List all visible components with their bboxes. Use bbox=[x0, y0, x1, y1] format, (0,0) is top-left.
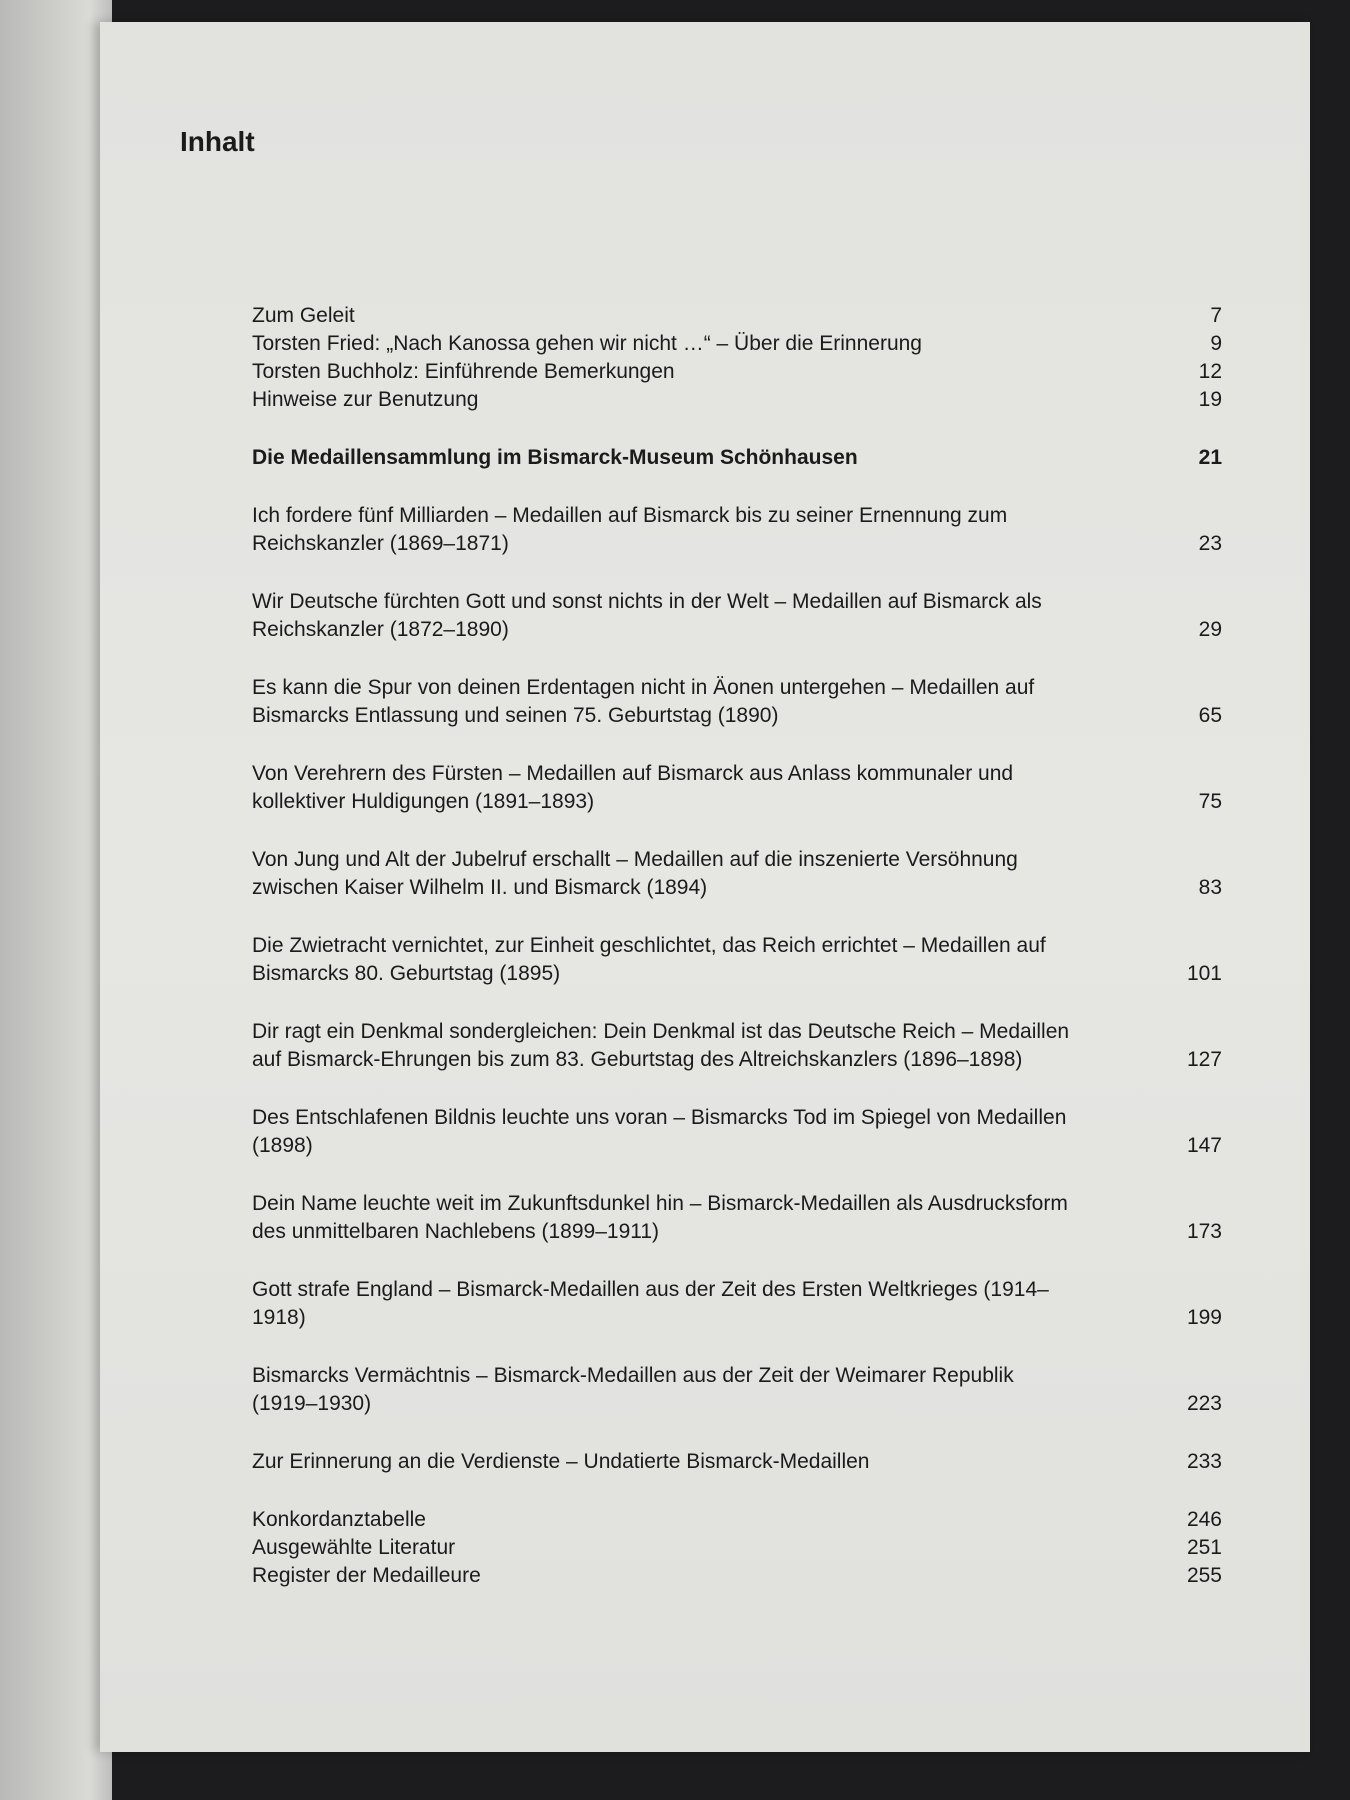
toc-entry-page: 75 bbox=[1198, 790, 1222, 813]
toc-entry-title: Ich fordere fünf Milliarden – Medaillen auf Bismarck bis zu seiner Ernennung zum Reichskanzler (1869–1871) bbox=[252, 504, 1008, 555]
toc-group bbox=[252, 846, 1222, 902]
toc-entry-title: Die Zwietracht vernichtet, zur Einheit geschlichtet, das Reich errichtet – Medaillen auf Bismarcks 80. Geburtstag (1895) bbox=[252, 934, 1046, 985]
toc-entry-page: 147 bbox=[1186, 1134, 1222, 1157]
toc-entry-title: Register der Medailleure bbox=[252, 1564, 481, 1587]
toc-entry-title: Gott strafe England – Bismarck-Medaillen aus der Zeit des Ersten Weltkrieges (1914–1918) bbox=[252, 1278, 1049, 1329]
table-of-contents bbox=[252, 302, 1222, 1620]
toc-entry-title: Wir Deutsche fürchten Gott und sonst nichts in der Welt – Medaillen auf Bismarck als Reichskanzler (1872–1890) bbox=[252, 590, 1042, 641]
toc-entry bbox=[252, 358, 1222, 386]
toc-entry-title: Torsten Buchholz: Einführende Bemerkungen bbox=[252, 360, 675, 383]
toc-entry-title: Bismarcks Vermächtnis – Bismarck-Medaillen aus der Zeit der Weimarer Republik (1919–1930) bbox=[252, 1364, 1014, 1415]
toc-entry-title: Es kann die Spur von deinen Erdentagen nicht in Äonen untergehen – Medaillen auf Bismarcks Entlassung und seinen 75. Geburtstag (1890) bbox=[252, 676, 1035, 727]
toc-section-heading bbox=[252, 444, 1222, 472]
toc-entry bbox=[252, 1190, 1222, 1246]
toc-entry-title: Konkordanztabelle bbox=[252, 1508, 426, 1531]
toc-entry-title: Dir ragt ein Denkmal sondergleichen: Dein Denkmal ist das Deutsche Reich – Medaillen auf Bismarck-Ehrungen bis zum 83. Geburtstag des Altreichskanzlers (1896–1898) bbox=[252, 1020, 1070, 1071]
toc-group bbox=[252, 1104, 1222, 1160]
toc-entry-page: 23 bbox=[1198, 532, 1222, 555]
toc-entry-page: 29 bbox=[1198, 618, 1222, 641]
toc-group bbox=[252, 588, 1222, 644]
toc-entry bbox=[252, 588, 1222, 644]
toc-entry-page: 199 bbox=[1186, 1306, 1222, 1329]
toc-entry bbox=[252, 1276, 1222, 1332]
toc-entry-title: Von Verehrern des Fürsten – Medaillen auf Bismarck aus Anlass kommunaler und kollektiver Huldigungen (1891–1893) bbox=[252, 762, 1014, 813]
toc-entry bbox=[252, 330, 1222, 358]
toc-entry-page: 101 bbox=[1186, 962, 1222, 985]
toc-entry-page: 233 bbox=[1186, 1450, 1222, 1473]
toc-entry-page: 7 bbox=[1210, 304, 1222, 327]
toc-entry-page: 223 bbox=[1186, 1392, 1222, 1415]
toc-entry bbox=[252, 846, 1222, 902]
toc-group bbox=[252, 932, 1222, 988]
toc-entry-title: Zur Erinnerung an die Verdienste – Undatierte Bismarck-Medaillen bbox=[252, 1450, 870, 1473]
facing-page-edge bbox=[0, 0, 112, 1800]
toc-entry-page: 21 bbox=[1198, 446, 1222, 469]
toc-group bbox=[252, 1448, 1222, 1476]
toc-entry-title: Zum Geleit bbox=[252, 304, 355, 327]
toc-entry-page: 173 bbox=[1186, 1220, 1222, 1243]
toc-group bbox=[252, 302, 1222, 414]
toc-group bbox=[252, 674, 1222, 730]
toc-entry-title: Ausgewählte Literatur bbox=[252, 1536, 456, 1559]
toc-entry-title: Dein Name leuchte weit im Zukunftsdunkel hin – Bismarck-Medaillen als Ausdrucksform des unmittelbaren Nachlebens (1899–1911) bbox=[252, 1192, 1068, 1243]
toc-entry-page: 83 bbox=[1198, 876, 1222, 899]
toc-entry-page: 246 bbox=[1186, 1508, 1222, 1531]
toc-entry-page: 127 bbox=[1186, 1048, 1222, 1071]
toc-entry bbox=[252, 1018, 1222, 1074]
toc-entry bbox=[252, 1362, 1222, 1418]
toc-entry bbox=[252, 1448, 1222, 1476]
toc-group bbox=[252, 502, 1222, 558]
toc-group bbox=[252, 1276, 1222, 1332]
toc-entry bbox=[252, 1506, 1222, 1534]
toc-group bbox=[252, 1018, 1222, 1074]
toc-entry-title: Torsten Fried: „Nach Kanossa gehen wir nicht …“ – Über die Erinnerung bbox=[252, 332, 922, 355]
toc-group bbox=[252, 760, 1222, 816]
toc-entry bbox=[252, 1562, 1222, 1590]
toc-entry bbox=[252, 502, 1222, 558]
toc-entry-page: 19 bbox=[1198, 388, 1222, 411]
toc-entry bbox=[252, 302, 1222, 330]
toc-group bbox=[252, 1190, 1222, 1246]
toc-entry bbox=[252, 1104, 1222, 1160]
toc-entry-page: 65 bbox=[1198, 704, 1222, 727]
toc-entry bbox=[252, 760, 1222, 816]
toc-entry-page: 12 bbox=[1198, 360, 1222, 383]
toc-entry-title: Hinweise zur Benutzung bbox=[252, 388, 479, 411]
toc-group bbox=[252, 1362, 1222, 1418]
toc-entry-page: 255 bbox=[1186, 1564, 1222, 1587]
toc-entry bbox=[252, 386, 1222, 414]
toc-entry bbox=[252, 674, 1222, 730]
toc-group bbox=[252, 1506, 1222, 1590]
book-page bbox=[100, 22, 1310, 1752]
toc-entry-title: Des Entschlafenen Bildnis leuchte uns voran – Bismarcks Tod im Spiegel von Medaillen (1898) bbox=[252, 1106, 1067, 1157]
toc-entry-page: 9 bbox=[1210, 332, 1222, 355]
toc-entry-title: Von Jung und Alt der Jubelruf erschallt – Medaillen auf die inszenierte Versöhnung zwischen Kaiser Wilhelm II. und Bismarck (1894) bbox=[252, 848, 1018, 899]
toc-entry bbox=[252, 1534, 1222, 1562]
page-title: Inhalt bbox=[180, 126, 255, 157]
toc-group bbox=[252, 444, 1222, 472]
toc-entry bbox=[252, 932, 1222, 988]
toc-entry-page: 251 bbox=[1186, 1536, 1222, 1559]
toc-entry-title: Die Medaillensammlung im Bismarck-Museum Schönhausen bbox=[252, 446, 858, 469]
